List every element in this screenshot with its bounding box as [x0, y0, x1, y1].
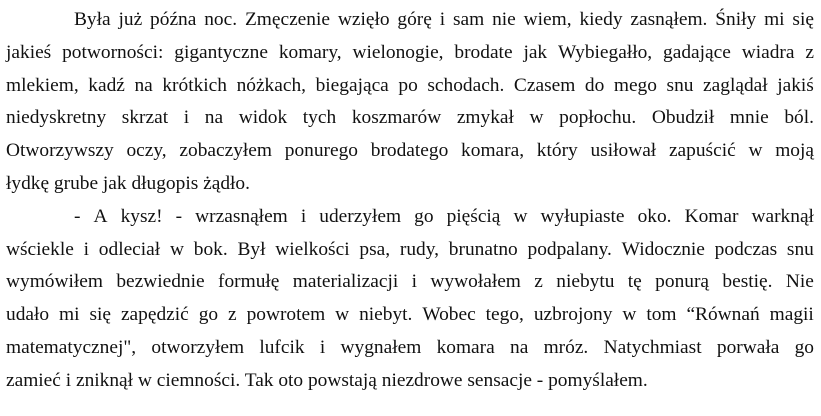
- text-line: zamieć i zniknął w ciemności. Tak oto powstają niezdrowe sensacje - pomyślałem.: [6, 369, 648, 391]
- text-line: - A kysz! - wrzasnąłem i uderzyłem go pięścią w wyłupiaste oko. Komar warknął: [74, 205, 814, 227]
- text-line: jakieś potworności: gigantyczne komary, wielonogie, brodate jak Wybiegałło, gadające wiadra z: [6, 41, 814, 63]
- text-line: Była już późna noc. Zmęczenie wzięło górę i sam nie wiem, kiedy zasnąłem. Śniły mi się: [74, 9, 814, 30]
- document-page: [6, 4, 814, 398]
- text-line: mlekiem, kadź na krótkich nóżkach, biegająca po schodach. Czasem do mego snu zaglądał jakiś: [6, 74, 814, 96]
- text-line: niedyskretny skrzat i na widok tych koszmarów zmykał w popłochu. Obudził mnie ból.: [6, 107, 814, 129]
- text-line: Otworzywszy oczy, zobaczyłem ponurego brodatego komara, który usiłował zapuścić w moją: [6, 140, 814, 162]
- paragraph-2: [6, 201, 814, 398]
- text-line: wymówiłem bezwiednie formułę materializacji i wywołałem z niebytu tę ponurą bestię. Nie: [6, 271, 814, 293]
- text-line: łydkę grube jak długopis żądło.: [6, 172, 250, 194]
- paragraph-1: [6, 4, 814, 201]
- text-line: matematycznej", otworzyłem lufcik i wygnałem komara na mróz. Natychmiast porwała go: [6, 336, 814, 358]
- text-line: wściekle i odleciał w bok. Był wielkości psa, rudy, brunatno podpalany. Widocznie podczas snu: [6, 238, 814, 260]
- text-line: udało mi się zapędzić go z powrotem w niebyt. Wobec tego, uzbrojony w tom “Równań magii: [6, 304, 814, 326]
